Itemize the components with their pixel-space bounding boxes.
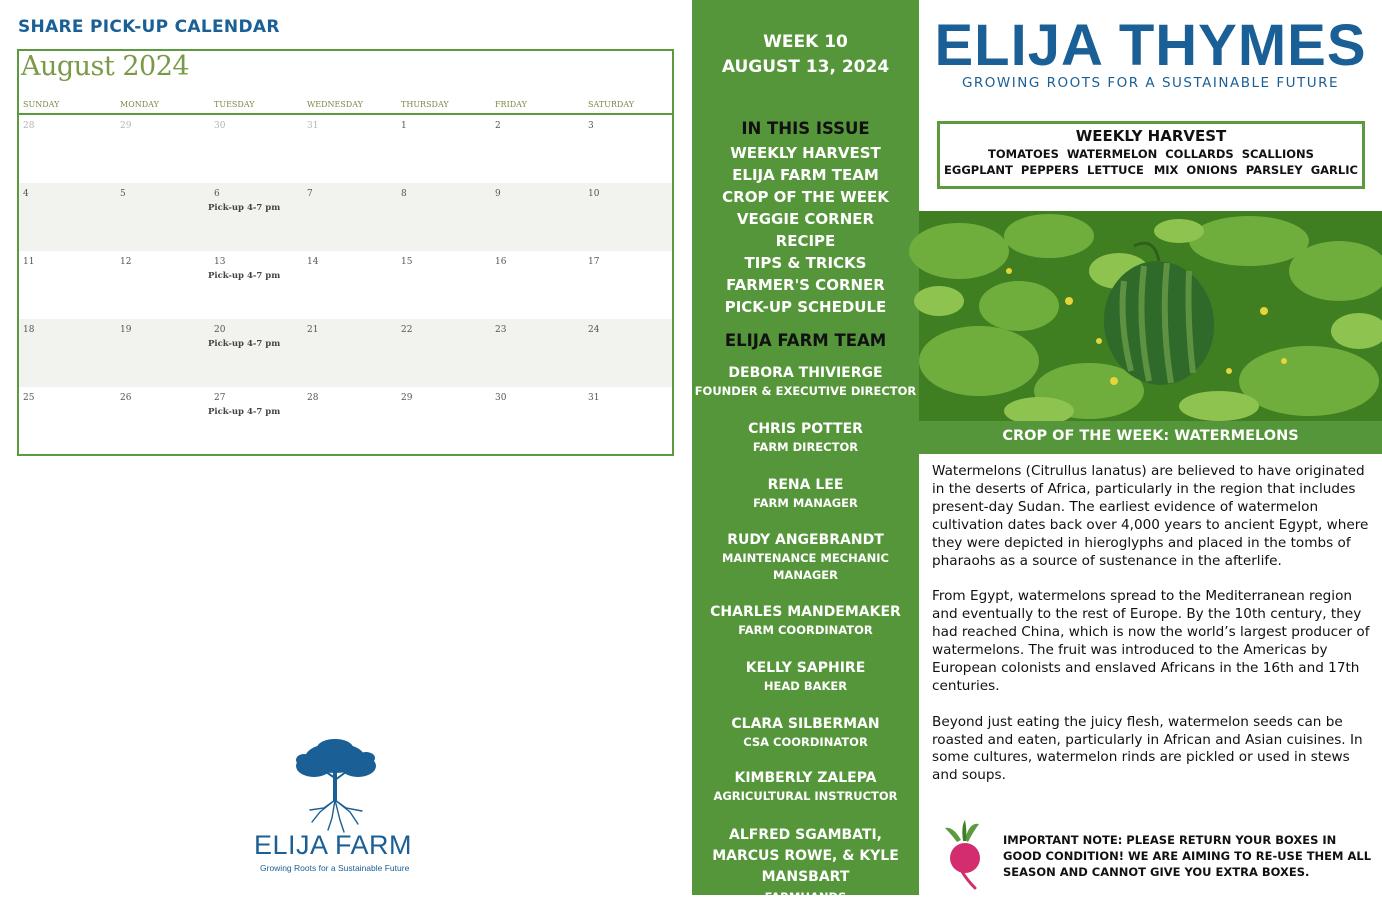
calendar-day: 25	[23, 393, 35, 403]
calendar-day: 7	[307, 189, 313, 199]
team-member	[692, 531, 919, 584]
sidebar-column	[692, 0, 919, 904]
team-member-role: FARM MANAGER	[753, 496, 858, 510]
week-label: WEEK 10	[763, 32, 848, 52]
calendar-day: 16	[495, 257, 507, 267]
calendar-day: 12	[120, 257, 132, 267]
issue-item: WEEKLY HARVEST	[730, 144, 881, 162]
issue-item: VEGGIE CORNER	[736, 210, 875, 228]
calendar-day: 3	[588, 121, 594, 131]
in-this-issue-list	[692, 142, 919, 318]
calendar-day: 21	[307, 325, 319, 335]
team-member	[692, 715, 919, 751]
team-member	[692, 603, 919, 639]
logo-name: ELIJA FARM	[254, 830, 413, 860]
harvest-item: COLLARDS	[1165, 147, 1234, 161]
issue-item: TIPS & TRICKS	[744, 254, 867, 272]
tree-roots-icon	[240, 738, 435, 833]
harvest-item: WATERMELON	[1066, 147, 1158, 161]
team-member	[692, 364, 919, 400]
calendar-day-header	[19, 97, 672, 115]
weekly-harvest-box	[937, 121, 1365, 189]
pickup-time-note: Pick-up 4-7 pm	[208, 407, 281, 417]
issue-item: PICK-UP SCHEDULE	[724, 298, 887, 316]
calendar-day: 26	[120, 393, 132, 403]
calendar-day: 9	[495, 189, 501, 199]
calendar-month-title: August 2024	[21, 51, 190, 82]
team-member-name: RENA LEE	[767, 477, 844, 493]
logo-tagline: Growing Roots for a Sustainable Future	[260, 863, 410, 873]
team-member	[692, 476, 919, 512]
team-member-name: KIMBERLY ZALEPA	[734, 770, 877, 786]
calendar-day: 19	[120, 325, 132, 335]
pickup-calendar	[17, 49, 674, 456]
calendar-day: 8	[401, 189, 407, 199]
calendar-day: 31	[588, 393, 600, 403]
issue-item: FARMER'S CORNER	[726, 276, 885, 294]
team-member-role: FARM DIRECTOR	[752, 440, 859, 454]
calendar-day: 31	[307, 121, 319, 131]
article-paragraph-2: From Egypt, watermelons spread to the Mediterranean region and eventually to the rest of Europe. By the 10th century, they had reached China, which is now the world’s largest producer of watermelons. The fruit was introduced to the Americas by European colonists and enslaved Africans in the 16th and 17th centuries.	[932, 588, 1370, 694]
team-member-role: FARM COORDINATOR	[738, 623, 873, 637]
team-member	[692, 825, 919, 906]
team-member	[692, 420, 919, 456]
day-name-saturday: SATURDAY	[588, 100, 635, 109]
harvest-line-1	[940, 147, 1362, 161]
weekly-harvest-title: WEEKLY HARVEST	[1075, 127, 1227, 145]
team-member-name: CHRIS POTTER	[748, 421, 863, 437]
harvest-item: TOMATOES	[988, 147, 1059, 161]
calendar-day: 5	[120, 189, 126, 199]
team-member-role: AGRICULTURAL INSTRUCTOR	[713, 789, 898, 803]
issue-item: RECIPE	[775, 232, 836, 250]
issue-header	[692, 30, 919, 80]
day-name-tuesday: TUESDAY	[214, 100, 255, 109]
calendar-section-title: SHARE PICK-UP CALENDAR	[18, 17, 280, 37]
calendar-day: 27	[214, 393, 226, 403]
main-column	[919, 0, 1382, 895]
in-this-issue-heading: IN THIS ISSUE	[741, 119, 870, 138]
calendar-day: 29	[120, 121, 132, 131]
important-note: IMPORTANT NOTE: PLEASE RETURN YOUR BOXES IN GOOD CONDITION! WE ARE AIMING TO RE-USE THEM ALL SEASON AND CANNOT GIVE YOU EXTRA BOXES.	[1003, 833, 1372, 879]
calendar-day: 2	[495, 121, 501, 131]
calendar-day: 10	[588, 189, 600, 199]
calendar-day: 23	[495, 325, 507, 335]
calendar-day: 18	[23, 325, 35, 335]
team-member-role: MAINTENANCE MECHANIC MANAGER	[721, 551, 889, 582]
harvest-item: EGGPLANT	[944, 163, 1013, 177]
day-name-friday: FRIDAY	[495, 100, 527, 109]
issue-item: CROP OF THE WEEK	[722, 188, 889, 206]
calendar-day: 11	[23, 257, 35, 267]
calendar-day: 14	[307, 257, 319, 267]
calendar-week-row	[19, 115, 672, 183]
crop-article	[932, 463, 1374, 803]
team-member	[692, 769, 919, 805]
pickup-time-note: Pick-up 4-7 pm	[208, 271, 281, 281]
calendar-day: 17	[588, 257, 600, 267]
watermelon-photo	[919, 211, 1382, 421]
team-member-name: ALFRED SGAMBATI, MARCUS ROWE, & KYLE MANSBART	[712, 827, 899, 885]
calendar-week-row	[19, 319, 672, 387]
issue-date: AUGUST 13, 2024	[721, 57, 890, 77]
team-member-role: FOUNDER & EXECUTIVE DIRECTOR	[694, 384, 917, 398]
article-paragraph-1: Watermelons (Citrullus lanatus) are believed to have originated in the deserts of Africa, particularly in the region that includes present-day Sudan. The earliest evidence of watermelon cultivation dates back over 4,000 years to ancient Egypt, where they were depicted in hieroglyphs and placed in the tombs of pharaohs as a source of sustenance in the afterlife.	[932, 463, 1369, 569]
harvest-item: PEPPERS	[1020, 163, 1080, 177]
newsletter-subtitle: GROWING ROOTS FOR A SUSTAINABLE FUTURE	[961, 75, 1340, 91]
team-member-role: HEAD BAKER	[763, 679, 848, 693]
issue-item: ELIJA FARM TEAM	[732, 166, 879, 184]
harvest-item: PARSLEY	[1245, 163, 1303, 177]
calendar-day: 13	[214, 257, 226, 267]
calendar-week-row	[19, 251, 672, 319]
team-heading: ELIJA FARM TEAM	[724, 331, 887, 350]
team-member	[692, 659, 919, 695]
article-paragraph-3: Beyond just eating the juicy flesh, watermelon seeds can be roasted and eaten, particularly in African and Asian cuisines. In some cultures, watermelon rinds are pickled or used in stews and soups.	[932, 713, 1363, 784]
pickup-time-note: Pick-up 4-7 pm	[208, 339, 281, 349]
harvest-item: GARLIC	[1310, 163, 1358, 177]
calendar-day: 15	[401, 257, 413, 267]
calendar-day: 30	[495, 393, 507, 403]
team-member-name: RUDY ANGEBRANDT	[727, 532, 884, 548]
calendar-day: 1	[401, 121, 407, 131]
team-member-name: KELLY SAPHIRE	[745, 660, 866, 676]
calendar-day: 22	[401, 325, 413, 335]
harvest-item: LETTUCE MIX	[1087, 163, 1179, 177]
calendar-day: 29	[401, 393, 413, 403]
team-member-name: CHARLES MANDEMAKER	[710, 604, 901, 620]
day-name-sunday: SUNDAY	[23, 100, 60, 109]
team-member-role: FARMHANDS	[764, 890, 847, 904]
calendar-week-row	[19, 183, 672, 251]
calendar-week-row	[19, 387, 672, 455]
day-name-monday: MONDAY	[120, 100, 159, 109]
beet-icon	[939, 820, 989, 892]
team-member-name: DEBORA THIVIERGE	[728, 365, 883, 381]
pickup-time-note: Pick-up 4-7 pm	[208, 203, 281, 213]
watermelon-icon	[919, 211, 1382, 421]
calendar-day: 6	[214, 189, 220, 199]
newsletter-title: ELIJA THYMES	[934, 13, 1367, 78]
calendar-day: 24	[588, 325, 600, 335]
calendar-day: 28	[23, 121, 35, 131]
team-member-name: CLARA SILBERMAN	[731, 716, 880, 732]
day-name-wednesday: WEDNESDAY	[307, 100, 363, 109]
calendar-day: 28	[307, 393, 319, 403]
calendar-day: 20	[214, 325, 226, 335]
day-name-thursday: THURSDAY	[401, 100, 449, 109]
elija-farm-logo	[240, 738, 435, 878]
team-member-role: CSA COORDINATOR	[743, 735, 868, 749]
calendar-day: 30	[214, 121, 226, 131]
harvest-item: SCALLIONS	[1241, 147, 1314, 161]
calendar-day: 4	[23, 189, 29, 199]
harvest-item: ONIONS	[1186, 163, 1238, 177]
crop-of-week-heading: CROP OF THE WEEK: WATERMELONS	[919, 421, 1382, 454]
harvest-line-2	[940, 163, 1362, 177]
